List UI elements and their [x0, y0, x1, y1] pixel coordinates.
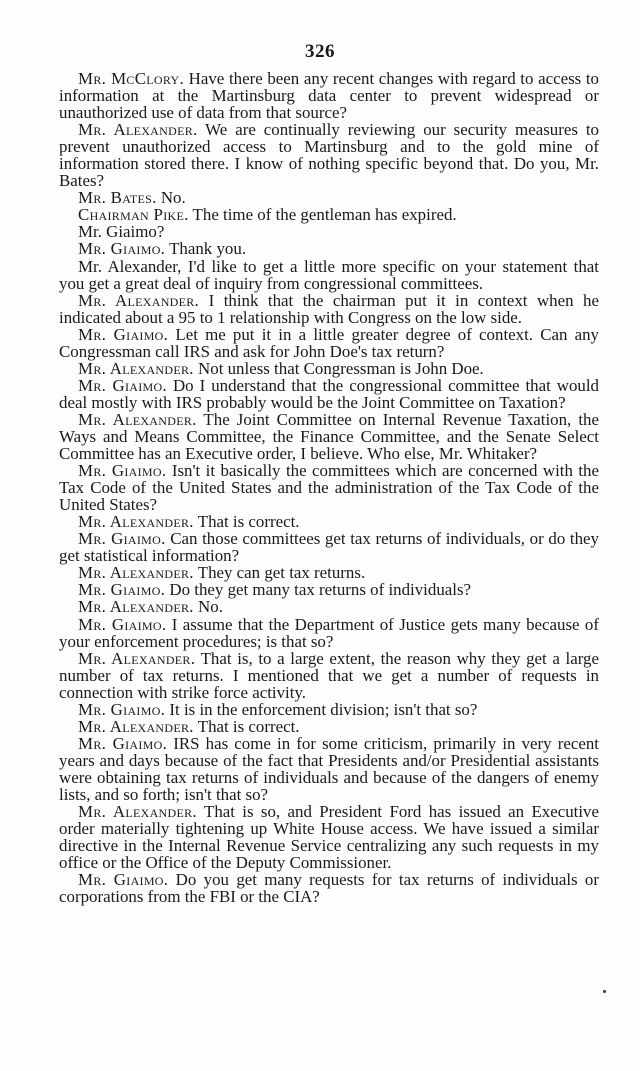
transcript-paragraph — [59, 530, 599, 564]
speaker-name: Mr. Alexander. — [78, 563, 194, 583]
speech-text: That is correct. — [193, 512, 300, 532]
speaker-name: Mr. Alexander. — [78, 802, 197, 822]
transcript-paragraph — [59, 650, 599, 701]
speech-text: Mr. Giaimo? — [78, 222, 165, 242]
speech-text: Isn't it basically the committees which are concerned with the Tax Code of the United States and the administration of the Tax Code of the United States? — [59, 461, 599, 515]
speaker-name: Mr. McClory. — [78, 69, 185, 88]
speaker-name: Mr. Alexander. — [78, 597, 194, 617]
transcript-paragraph — [59, 718, 599, 735]
speaker-name: Mr. Alexander. — [78, 512, 194, 532]
transcript-paragraph — [59, 121, 599, 189]
speech-text: The Joint Committee on Internal Revenue Taxation, the Ways and Means Committee, the Finance Committee, and the Senate Select Committee has an Executive order, I believe. Who else, Mr. Whitaker? — [59, 409, 599, 464]
speech-text: Can those committees get tax returns of individuals, or do they get statistical information? — [59, 529, 599, 566]
transcript-paragraph — [59, 735, 599, 803]
speaker-name: Mr. Giaimo. — [78, 870, 169, 890]
transcript-paragraph — [59, 70, 599, 121]
speech-text: Let me put it in a little greater degree of context. Can any Congressman call IRS and ask for John Doe's tax return? — [59, 324, 599, 361]
page-number: 326 — [305, 41, 335, 62]
speech-text: We are continually reviewing our security measures to prevent unauthorized access to Martinsburg and to the gold mine of information stored there. I know of nothing specific beyond that. Do you, Mr. Bates? — [59, 120, 599, 191]
transcript-paragraph — [59, 871, 599, 905]
speaker-name: Mr. Giaimo. — [78, 699, 166, 719]
speaker-name: Mr. Alexander. — [78, 290, 200, 310]
speech-text: They can get tax returns. — [193, 563, 366, 583]
speaker-name: Mr. Alexander. — [78, 120, 198, 140]
speaker-name: Mr. Giaimo. — [78, 461, 167, 481]
speaker-name: Mr. Bates. — [78, 188, 157, 208]
speaker-name: Mr. Alexander. — [78, 409, 197, 429]
transcript-paragraph — [59, 701, 599, 718]
speech-text: It is in the enforcement division; isn't that so? — [165, 699, 478, 719]
transcript-paragraph — [59, 803, 599, 871]
speech-text: Do you get many requests for tax returns of individuals or corporations from the FBI or the CIA? — [59, 870, 599, 907]
speaker-name: Mr. Giaimo. — [78, 580, 166, 600]
speaker-name: Chairman Pike. — [78, 205, 189, 225]
transcript-paragraph — [59, 462, 599, 513]
speaker-name: Mr. Giaimo. — [78, 324, 169, 344]
speech-text: Do I understand that the congressional committee that would deal mostly with IRS probably would be the Joint Committee on Taxation? — [59, 375, 599, 412]
speech-text: That is correct. — [193, 716, 300, 736]
speaker-name: Mr. Alexander. — [78, 648, 196, 668]
transcript-paragraph — [59, 564, 599, 581]
transcript-paragraph — [59, 360, 599, 377]
transcript-paragraph — [59, 223, 599, 240]
transcript-paragraph — [59, 292, 599, 326]
speaker-name: Mr. Giaimo. — [78, 529, 166, 549]
transcript-paragraph — [59, 581, 599, 598]
transcript-paragraph — [59, 189, 599, 206]
speech-text: Mr. Alexander, I'd like to get a little more specific on your statement that you get a great deal of inquiry from congressional committees. — [59, 256, 599, 293]
speech-text: Thank you. — [165, 239, 247, 259]
transcript-paragraph — [59, 513, 599, 530]
speech-text: I think that the chairman put it in context when he indicated about a 95 to 1 relationship with Congress on the low side. — [59, 290, 599, 327]
transcript-paragraph — [59, 206, 599, 223]
speaker-name: Mr. Alexander. — [78, 358, 194, 378]
speech-text: Not unless that Congressman is John Doe. — [193, 358, 484, 378]
transcript-paragraph — [59, 240, 599, 257]
speech-text: That is, to a large extent, the reason why they get a large number of tax returns. I mentioned that we get a number of requests in connection with strike force activity. — [59, 648, 599, 702]
speaker-name: Mr. Giaimo. — [78, 375, 167, 395]
speech-text: IRS has come in for some criticism, primarily in very recent years and days because of the fact that Presidents and/or Presidential assistants were obtaining tax returns of individuals and because of the dangers of enemy lists, and so forth; isn't that so? — [59, 733, 599, 804]
transcript-paragraph — [59, 326, 599, 360]
speaker-name: Mr. Giaimo. — [78, 239, 166, 259]
speaker-name: Mr. Giaimo. — [78, 733, 168, 753]
transcript-paragraph — [59, 616, 599, 650]
speech-text: No. — [156, 188, 186, 208]
speech-text: Do they get many tax returns of individuals? — [165, 580, 472, 600]
transcript-body — [59, 70, 599, 905]
scan-speck — [603, 990, 606, 993]
speech-text: The time of the gentleman has expired. — [188, 205, 457, 225]
speech-text: Have there been any recent changes with regard to access to information at the Martinsburg data center to prevent widespread or unauthorized use of data from that source? — [59, 69, 599, 123]
transcript-paragraph — [59, 377, 599, 411]
speech-text: That is so, and President Ford has issued an Executive order materially tightening up White House access. We have issued a similar directive in the Internal Revenue Service centralizing any such requests in my office or the Office of the Deputy Commissioner. — [59, 802, 599, 873]
speaker-name: Mr. Giaimo. — [78, 614, 167, 634]
transcript-paragraph — [59, 258, 599, 292]
transcript-paragraph — [59, 411, 599, 462]
transcript-paragraph — [59, 598, 599, 615]
speech-text: I assume that the Department of Justice gets many because of your enforcement procedures; is that so? — [59, 614, 599, 651]
speech-text: No. — [193, 597, 223, 617]
speaker-name: Mr. Alexander. — [78, 716, 194, 736]
